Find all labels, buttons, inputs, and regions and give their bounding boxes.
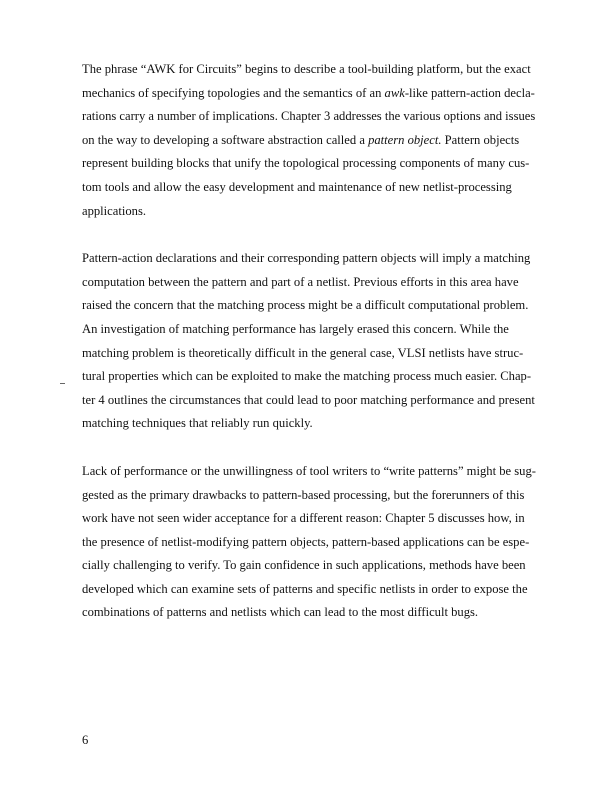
text-line bbox=[82, 82, 542, 106]
text-run: Pattern objects bbox=[441, 132, 520, 147]
text-run: Lack of performance or the unwillingness of tool writers to “write patterns” might be sug- bbox=[82, 463, 536, 478]
text-run: represent building blocks that unify the topological processing components of many cus- bbox=[82, 156, 530, 171]
paragraph bbox=[82, 58, 542, 223]
text-run: combinations of patterns and netlists which can lead to the most difficult bugs. bbox=[82, 605, 479, 620]
text-line bbox=[82, 200, 542, 224]
text-run: Pattern-action declarations and their corresponding pattern objects will imply a matching bbox=[82, 251, 531, 266]
text-run: raised the concern that the matching process might be a difficult computational problem. bbox=[82, 298, 529, 313]
text-run: developed which can examine sets of patterns and specific netlists in order to expose the bbox=[82, 581, 528, 596]
text-line bbox=[82, 412, 542, 436]
text-line bbox=[82, 365, 542, 389]
text-run: rations carry a number of implications. Chapter 3 addresses the various options and issues bbox=[82, 109, 536, 124]
text-line bbox=[82, 152, 542, 176]
italic-text: awk bbox=[384, 85, 405, 100]
page-number: 6 bbox=[82, 733, 89, 747]
text-run: computation between the pattern and part of a netlist. Previous efforts in this area have bbox=[82, 274, 519, 289]
text-line bbox=[82, 58, 542, 82]
text-line bbox=[82, 294, 542, 318]
text-line bbox=[82, 318, 542, 342]
text-run: cially challenging to verify. To gain confidence in such applications, methods have been bbox=[82, 558, 526, 573]
text-line bbox=[82, 578, 542, 602]
text-run: matching techniques that reliably run quickly. bbox=[82, 416, 313, 431]
text-line bbox=[82, 460, 542, 484]
text-line bbox=[82, 176, 542, 200]
text-run: the presence of netlist-modifying pattern objects, pattern-based applications can be espe- bbox=[82, 534, 530, 549]
text-run: applications. bbox=[82, 203, 147, 218]
text-line bbox=[82, 247, 542, 271]
text-run: tom tools and allow the easy development and maintenance of new netlist-processing bbox=[82, 179, 512, 194]
text-run: mechanics of specifying topologies and the semantics of an bbox=[82, 85, 385, 100]
text-run: An investigation of matching performance has largely erased this concern. While the bbox=[82, 321, 509, 336]
text-line bbox=[82, 554, 542, 578]
paragraph bbox=[82, 460, 542, 625]
text-run: -like pattern-action decla- bbox=[404, 85, 535, 100]
text-run: gested as the primary drawbacks to pattern-based processing, but the forerunners of this bbox=[82, 487, 525, 502]
text-line bbox=[82, 484, 542, 508]
text-line bbox=[82, 271, 542, 295]
text-line bbox=[82, 389, 542, 413]
text-run: ter 4 outlines the circumstances that could lead to poor matching performance and present bbox=[82, 392, 535, 407]
text-run: matching problem is theoretically difficult in the general case, VLSI netlists have struc- bbox=[82, 345, 524, 360]
text-run: The phrase “AWK for Circuits” begins to describe a tool-building platform, but the exact bbox=[82, 62, 531, 76]
text-line bbox=[82, 531, 542, 555]
paragraph bbox=[82, 247, 542, 436]
text-run: on the way to developing a software abstraction called a bbox=[82, 132, 369, 147]
text-line bbox=[82, 601, 542, 625]
text-line bbox=[82, 342, 542, 366]
text-run: tural properties which can be exploited to make the matching process much easier. Chap- bbox=[82, 369, 532, 384]
text-run: work have not seen wider acceptance for a different reason: Chapter 5 discusses how, in bbox=[82, 511, 525, 526]
text-line bbox=[82, 129, 542, 153]
italic-text: pattern object. bbox=[368, 132, 442, 147]
body-text bbox=[82, 58, 542, 649]
margin-mark bbox=[60, 383, 65, 384]
text-line bbox=[82, 507, 542, 531]
text-line bbox=[82, 105, 542, 129]
